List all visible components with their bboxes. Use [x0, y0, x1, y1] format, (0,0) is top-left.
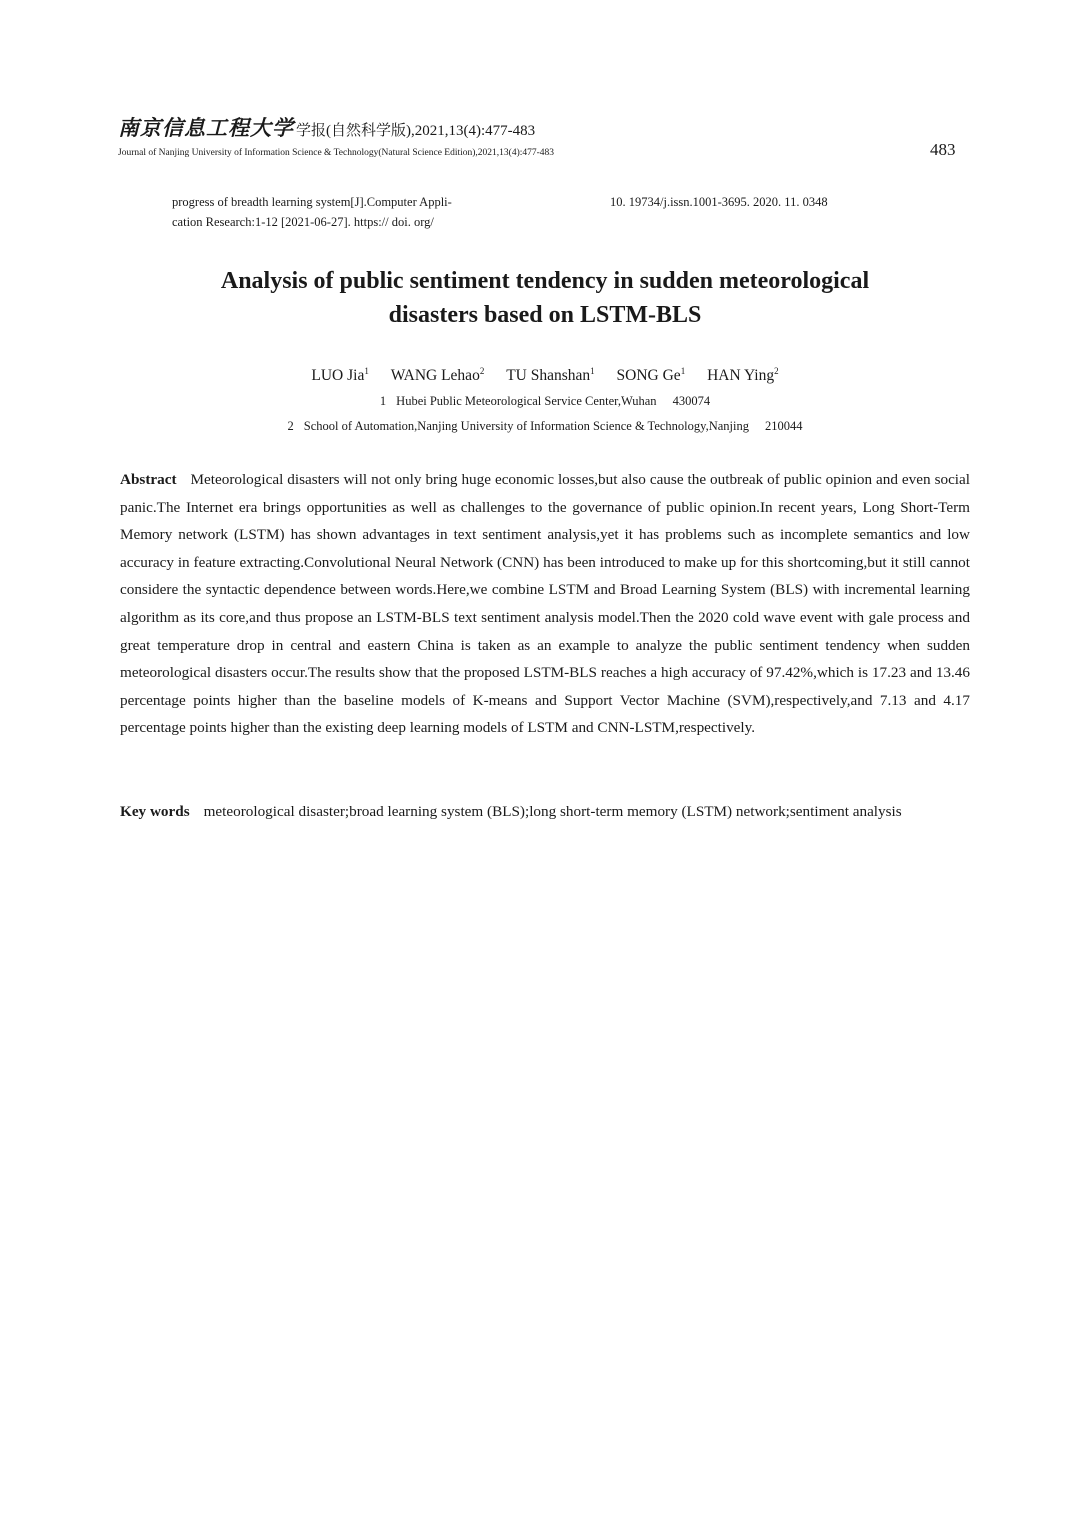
reference-line: cation Research:1-12 [2021-06-27]. https:// doi. org/: [172, 215, 434, 229]
abstract-text: Meteorological disasters will not only bring huge economic losses,but also cause the outbreak of public opinion and even social panic.The Internet era brings opportunities as well as challenges to the governance of public opinion.In recent years, Long Short-Term Memory network (LSTM) has shown advantages in text sentiment analysis,yet it has problems such as incomplete semantics and low accuracy in feature extracting.Convolutional Neural Network (CNN) has been introduced to make up for this shortcoming,but it still cannot considere the syntactic dependence between words.Here,we combine LSTM and Broad Learning System (BLS) with incremental learning algorithm as its core,and thus propose an LSTM-BLS text sentiment analysis model.Then the 2020 cold wave event with gale process and great temperature drop in central and eastern China is taken as an example to analyze the public sentiment tendency when sudden meteorological disasters occur.The results show that the proposed LSTM-BLS reaches a high accuracy of 97.42%,which is 17.23 and 13.46 percentage points higher than the baseline models of K-means and Support Vector Machine (SVM),respectively,and 7.13 and 4.17 percentage points higher than the existing deep learning models of LSTM and CNN-LSTM,respectively.: [120, 471, 970, 737]
journal-citation-chinese: 学报(自然科学版),2021,13(4):477-483: [296, 123, 536, 139]
author-list: [120, 366, 970, 385]
author: HAN Ying$^2$: [707, 366, 779, 385]
journal-logo: 南京信息工程大学: [118, 115, 294, 140]
author: WANG Lehao$^2$: [390, 366, 485, 385]
abstract-label: Abstract: [120, 471, 177, 488]
paper-title: [120, 264, 970, 332]
paper-title-line: disasters based on LSTM-BLS: [388, 302, 702, 328]
author: TU Shanshan$^1$: [506, 366, 595, 385]
reference-continuation: [172, 192, 542, 232]
journal-header-chinese: [118, 112, 978, 142]
author: SONG Ge$^1$: [616, 366, 686, 385]
keywords: [120, 798, 970, 826]
keywords-text: meteorological disaster;broad learning system (BLS);long short-term memory (LSTM) network;sentiment analysis: [203, 803, 902, 820]
author: LUO Jia$^1$: [311, 366, 369, 385]
paper-title-line: Analysis of public sentiment tendency in sudden meteorological: [220, 268, 870, 294]
page-number: 483: [930, 140, 956, 159]
affiliation: 1 Hubei Public Meteorological Service Center,Wuhan 430074: [379, 394, 711, 408]
journal-header: [118, 112, 978, 158]
affiliation: 2 School of Automation,Nanjing University of Information Science & Technology,Nanjing 210044: [287, 419, 803, 433]
abstract: [120, 466, 970, 742]
reference-doi: 10. 19734/j.issn.1001-3695. 2020. 11. 0348: [610, 195, 828, 209]
journal-citation-english: Journal of Nanjing University of Information Science & Technology(Natural Science Edition),2021,13(4):477-483: [118, 148, 555, 158]
reference-line: progress of breadth learning system[J].Computer Appli-: [172, 195, 452, 209]
keywords-label: Key words: [120, 803, 190, 820]
